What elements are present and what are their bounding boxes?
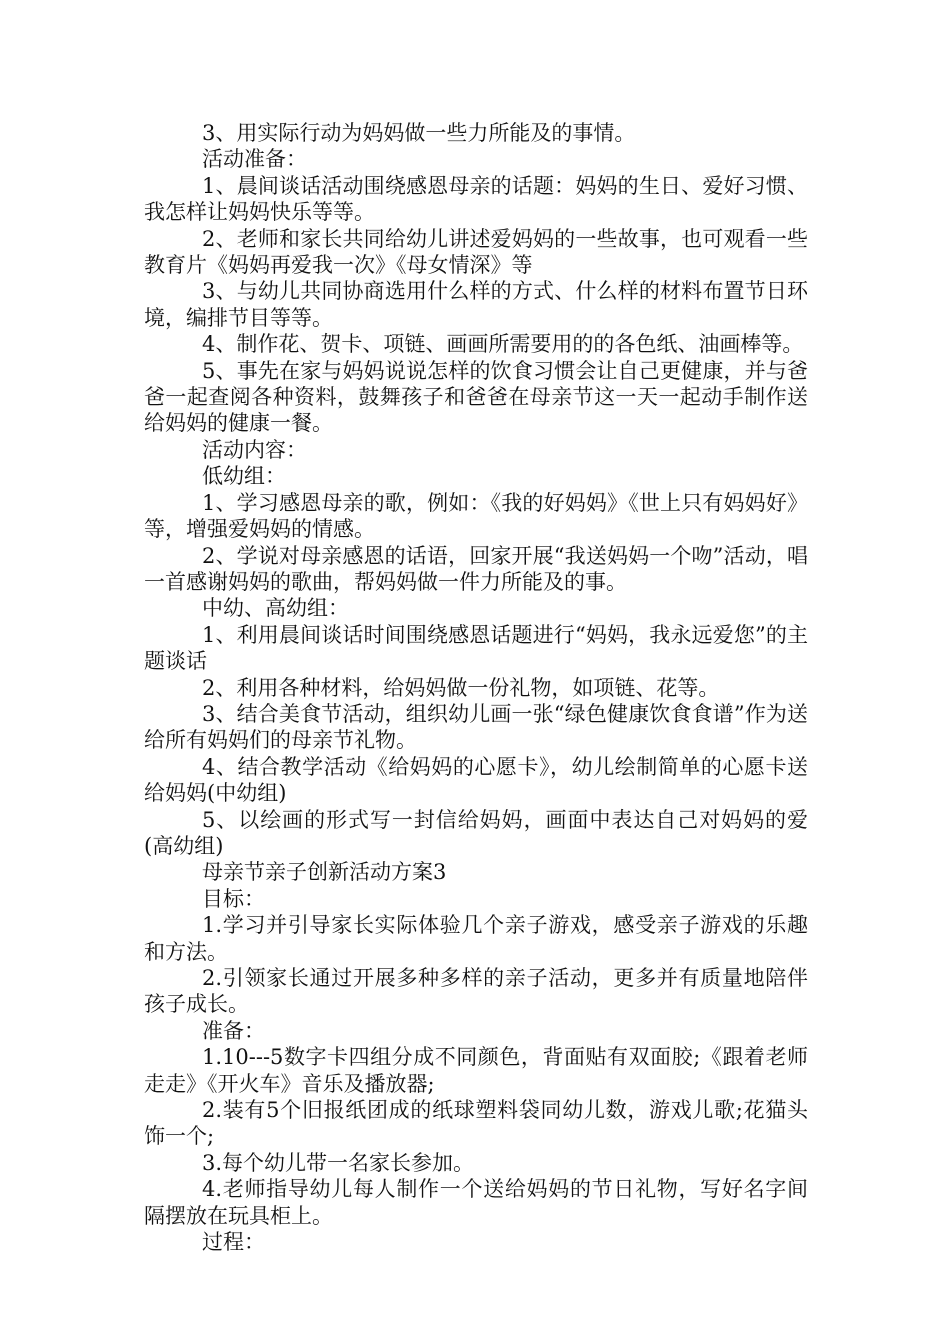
paragraph: 2.引领家长通过开展多种多样的亲子活动，更多并有质量地陪伴孩子成长。 bbox=[144, 966, 808, 1017]
group-heading: 低幼组： bbox=[202, 464, 286, 489]
paragraph: 1、利用晨间谈话时间围绕感恩话题进行“妈妈，我永远爱您”的主题谈话 bbox=[144, 622, 808, 674]
paragraph: 2、学说对母亲感恩的话语，回家开展“我送妈妈一个吻”活动，唱一首感谢妈妈的歌曲，帮妈妈做一件力所能及的事。 bbox=[144, 543, 808, 594]
paragraph: 2.装有5个旧报纸团成的纸球塑料袋同幼儿数，游戏儿歌;花猫头饰一个; bbox=[144, 1098, 808, 1149]
paragraph: 4、制作花、贺卡、项链、画画所需要用的的各色纸、油画棒等。 bbox=[202, 332, 804, 357]
paragraph: 4、结合教学活动《给妈妈的心愿卡》，幼儿绘制简单的心愿卡送给妈妈(中幼组) bbox=[144, 754, 808, 806]
paragraph: 3、用实际行动为妈妈做一些力所能及的事情。 bbox=[202, 121, 636, 145]
paragraph: 1、晨间谈话活动围绕感恩母亲的话题：妈妈的生日、爱好习惯、我怎样让妈妈快乐等等。 bbox=[144, 173, 808, 225]
paragraph: 4.老师指导幼儿每人制作一个送给妈妈的节日礼物，写好名字间隔摆放在玩具柜上。 bbox=[144, 1177, 808, 1228]
section-heading: 活动准备： bbox=[202, 147, 307, 172]
plan-title: 母亲节亲子创新活动方案3 bbox=[202, 860, 447, 885]
paragraph: 2、老师和家长共同给幼儿讲述爱妈妈的一些故事，也可观看一些教育片《妈妈再爱我一次》《母女情深》等 bbox=[144, 226, 808, 278]
group-heading: 中幼、高幼组： bbox=[202, 596, 349, 621]
section-heading: 目标： bbox=[202, 886, 265, 911]
paragraph: 3、与幼儿共同协商选用什么样的方式、什么样的材料布置节日环境，编排节目等等。 bbox=[144, 279, 808, 330]
document-body bbox=[144, 120, 808, 1255]
section-heading: 过程： bbox=[202, 1230, 265, 1255]
paragraph: 3、结合美食节活动，组织幼儿画一张“绿色健康饮食食谱”作为送给所有妈妈们的母亲节礼物。 bbox=[144, 701, 808, 753]
section-heading: 准备： bbox=[202, 1018, 265, 1043]
paragraph: 1、学习感恩母亲的歌，例如：《我的好妈妈》《世上只有妈妈好》等，增强爱妈妈的情感。 bbox=[144, 490, 808, 542]
paragraph: 3.每个幼儿带一名家长参加。 bbox=[202, 1150, 475, 1175]
paragraph: 5、事先在家与妈妈说说怎样的饮食习惯会让自己更健康，并与爸爸一起查阅各种资料，鼓舞孩子和爸爸在母亲节这一天一起动手制作送给妈妈的健康一餐。 bbox=[144, 358, 808, 436]
paragraph: 1.学习并引导家长实际体验几个亲子游戏，感受亲子游戏的乐趣和方法。 bbox=[144, 913, 808, 964]
paragraph: 5、以绘画的形式写一封信给妈妈，画面中表达自己对妈妈的爱(高幼组) bbox=[144, 807, 808, 858]
paragraph: 1.10---5数字卡四组分成不同颜色，背面贴有双面胶;《跟着老师走走》《开火车》音乐及播放器; bbox=[144, 1045, 808, 1096]
paragraph: 2、利用各种材料，给妈妈做一份礼物，如项链、花等。 bbox=[202, 675, 720, 700]
section-heading: 活动内容： bbox=[202, 437, 307, 462]
